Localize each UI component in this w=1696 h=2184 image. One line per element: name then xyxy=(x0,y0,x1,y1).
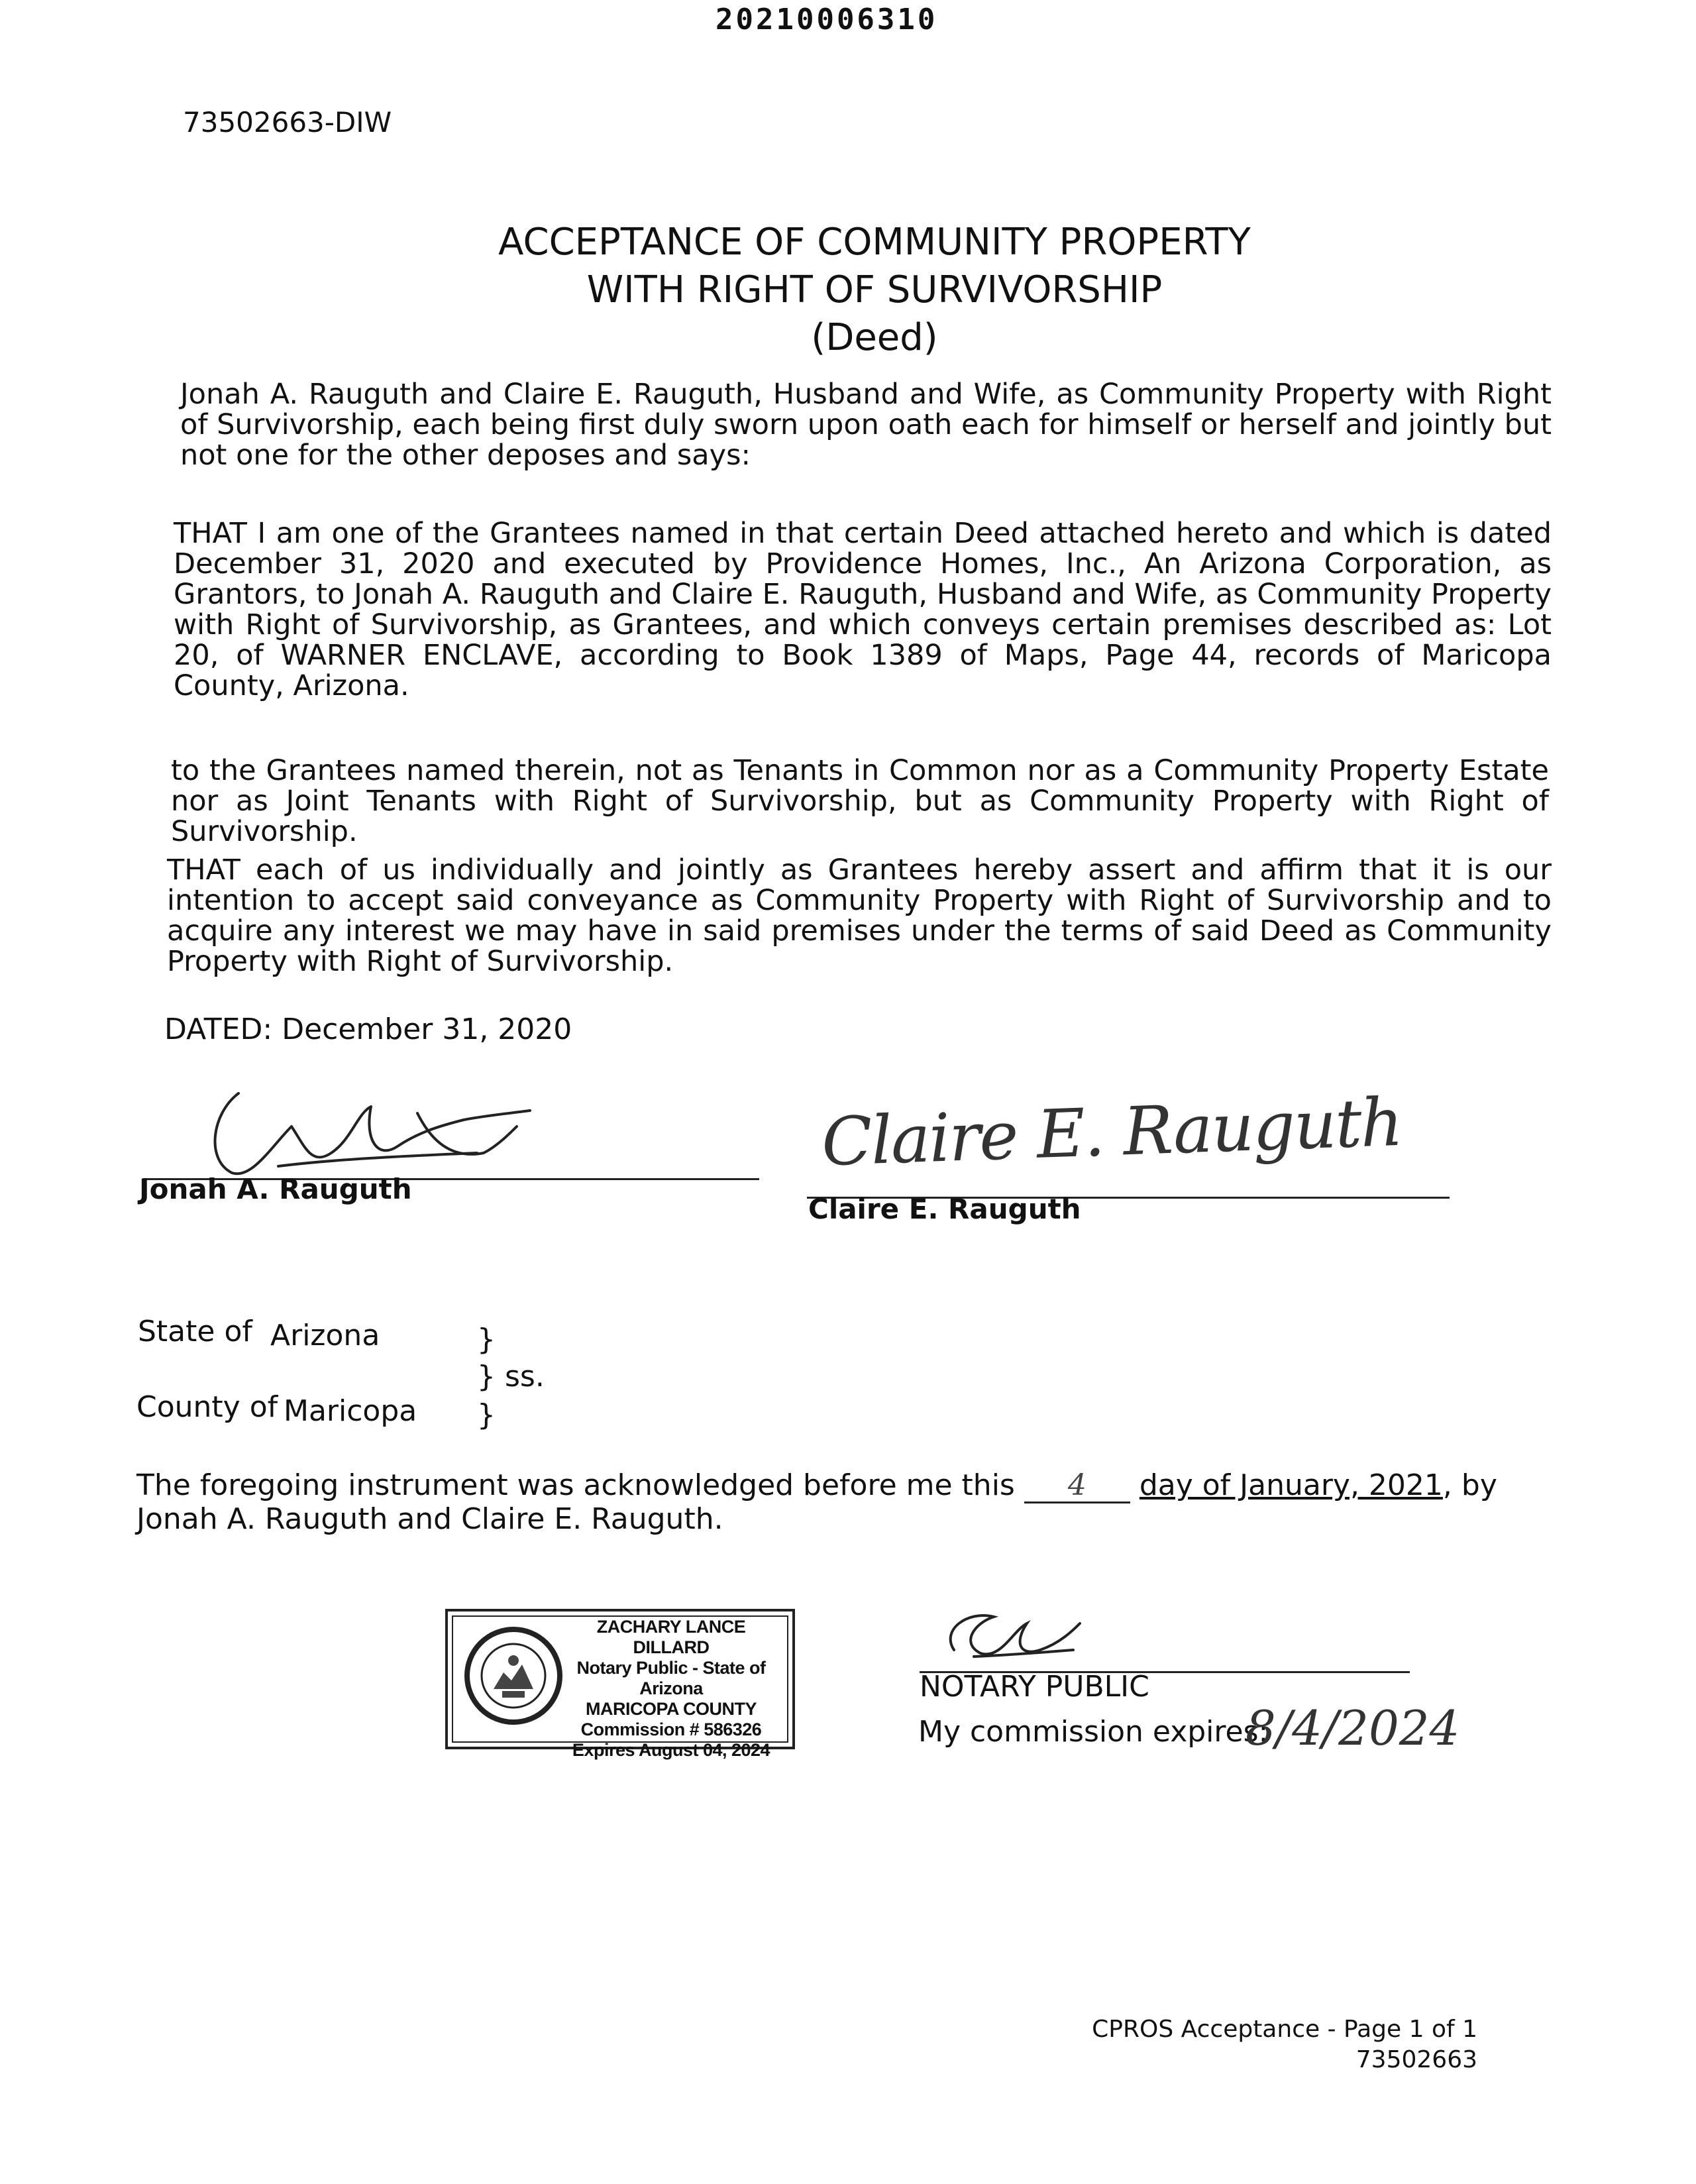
notary-public-label: NOTARY PUBLIC xyxy=(920,1670,1149,1704)
seal-expires: Expires August 04, 2024 xyxy=(572,1740,770,1760)
ack-day: 4 xyxy=(1024,1470,1130,1503)
county-value: Maricopa xyxy=(284,1394,417,1428)
page-footer xyxy=(1092,2014,1477,2075)
claire-signature: Claire E. Rauguth xyxy=(820,1083,1403,1181)
state-label: State of xyxy=(138,1315,252,1348)
seal-county: MARICOPA COUNTY xyxy=(586,1699,757,1719)
footer-page-info: CPROS Acceptance - Page 1 of 1 xyxy=(1092,2016,1477,2043)
jonah-name: Jonah A. Rauguth xyxy=(139,1173,412,1205)
intention-paragraph: THAT each of us individually and jointly as Grantees hereby assert and affirm that it is our intention to accept said conveyance as Community Property with Right of Survivorship and to acquire any interest we may have in said premises under the terms of said Deed as Community Property with Right of Survivorship. xyxy=(167,853,1552,978)
footer-order-number: 73502663 xyxy=(1355,2046,1477,2073)
document-title xyxy=(398,219,1352,362)
seal-notary-title: Notary Public - State of Arizona xyxy=(576,1658,766,1698)
dated-label: DATED: xyxy=(164,1012,273,1046)
seal-notary-name: ZACHARY LANCE DILLARD xyxy=(596,1617,746,1657)
order-number: 73502663-DIW xyxy=(183,106,392,138)
dated-line xyxy=(164,1012,572,1046)
seal-text xyxy=(562,1617,780,1761)
notary-seal xyxy=(445,1609,795,1760)
ack-day-of: day of January, 2021 xyxy=(1139,1468,1443,1502)
to-grantees-paragraph: to the Grantees named therein, not as Tenants in Common nor as a Community Property Estate nor as Joint Tenants with Right of Survivorship, but as Community Property with Right of Survivorship. xyxy=(171,754,1549,848)
legal-description: Lot 20, of WARNER ENCLAVE, according to Book 1389 of Maps, Page 44, records of Maricopa County, Arizona. xyxy=(174,608,1552,702)
recording-number: 20210006310 xyxy=(716,3,938,36)
grantees-text: THAT I am one of the Grantees named in that certain Deed attached hereto and which is dated December 31, 2020 and executed by Providence Homes, Inc., An Arizona Corporation, as Grantors, to Jonah A. Rauguth and Claire E. Rauguth, Husband and Wife, as Community Property with Right of Survivorship, as Grantees, and which conveys certain premises described as: xyxy=(174,517,1552,641)
dated-value: December 31, 2020 xyxy=(282,1012,572,1046)
county-label: County of xyxy=(136,1390,278,1424)
jonah-signature xyxy=(199,1087,543,1186)
commission-expires-date: 8/4/2024 xyxy=(1246,1700,1460,1756)
notary-signature xyxy=(934,1604,1093,1670)
venue-brace-bottom: } xyxy=(477,1398,496,1432)
ack-text-before: The foregoing instrument was acknowledged before me this xyxy=(136,1468,1015,1502)
venue-brace-top: } xyxy=(477,1323,496,1356)
title-line-2: WITH RIGHT OF SURVIVORSHIP xyxy=(586,268,1163,311)
state-value: Arizona xyxy=(270,1319,380,1352)
title-line-1: ACCEPTANCE OF COMMUNITY PROPERTY xyxy=(498,221,1251,264)
venue-brace-ss: } ss. xyxy=(477,1360,545,1393)
seal-commission: Commission # 586326 xyxy=(580,1720,762,1739)
claire-name: Claire E. Rauguth xyxy=(808,1193,1081,1225)
intro-paragraph: Jonah A. Rauguth and Claire E. Rauguth, Husband and Wife, as Community Property with Right of Survivorship, each being first duly sworn upon oath each for himself or herself and jointly but not one for the other deposes and says: xyxy=(180,378,1552,472)
grantees-paragraph xyxy=(174,518,1552,701)
commission-expires-label: My commission expires: xyxy=(918,1715,1269,1749)
acknowledgment-paragraph xyxy=(136,1470,1528,1535)
ack-text-after: , by Jonah A. Rauguth and Claire E. Rauguth. xyxy=(136,1468,1497,1536)
arizona-seal-icon xyxy=(464,1626,563,1725)
title-line-3: (Deed) xyxy=(811,316,938,359)
